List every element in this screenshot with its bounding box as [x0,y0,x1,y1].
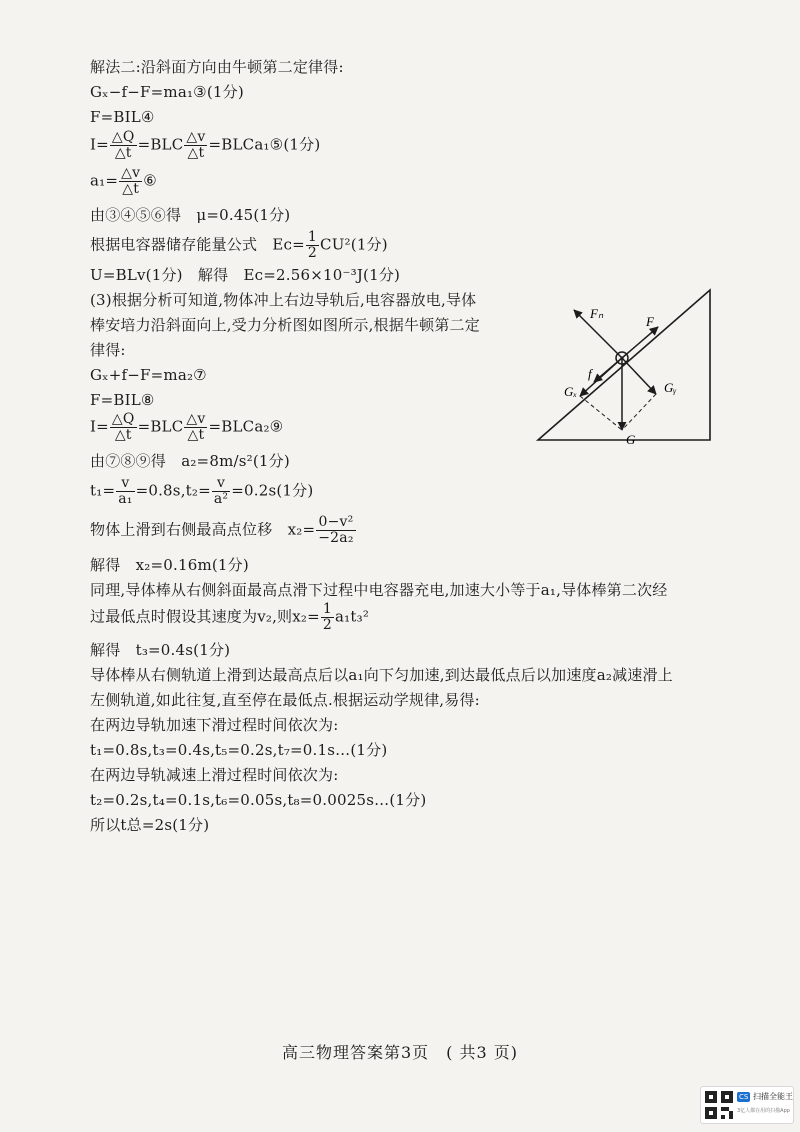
fraction [321,602,334,633]
eq-text: 根据电容器储存能量公式 Eᴄ= [90,235,305,254]
numerator: △v [121,165,141,181]
gy-label: Gᵧ [664,380,677,395]
fraction [116,476,134,507]
fraction [316,515,355,546]
eq-text: t₁= [90,481,116,500]
equation-line: F=BIL④ [90,108,155,126]
equation-line [90,130,320,161]
equation-line [90,476,313,507]
numerator: △v [186,129,206,145]
dashed-guide [580,396,622,430]
equation-line [90,166,157,197]
equation-line: F=BIL⑧ [90,391,155,409]
numerator: 1 [307,229,318,245]
scanner-badge: CS [739,1093,749,1101]
eq-text: a₁= [90,171,119,190]
eq-text: I= [90,135,109,154]
numerator: 1 [322,601,333,617]
numerator: △Q [111,129,135,145]
fraction [184,130,207,161]
fn-label: Fₙ [590,306,604,321]
denominator: a₁ [118,491,133,507]
eq-text: 过最低点时假设其速度为v₂,则x₂= [90,607,320,626]
fraction [110,412,137,443]
denominator: △t [114,427,132,443]
equation-line [90,230,388,261]
scanner-app-name: 扫描全能王 [753,1092,793,1101]
text-line: 棒安培力沿斜面向上,受力分析图如图所示,根据牛顿第二定 [90,316,480,334]
eq-text: =BLCa₁⑤(1分) [208,135,321,154]
denominator: 2 [322,617,333,633]
text-line: (3)根据分析可知道,物体冲上右边导轨后,电容器放电,导体 [90,291,477,309]
equation-line [90,515,357,546]
fraction [212,476,230,507]
ampere-force-arrow [622,327,658,358]
eq-text: I= [90,417,109,436]
equation-line: 所以t总=2s(1分) [90,816,210,834]
text-line: 解法二:沿斜面方向由牛顿第二定律得: [90,58,344,76]
numerator: v [212,476,230,492]
dashed-guide [622,394,656,430]
text-line: 在两边导轨减速上滑过程时间依次为: [90,766,339,784]
denominator: a² [213,491,229,507]
eq-text: =BLCa₂⑨ [208,417,284,436]
fraction [110,130,137,161]
numerator: 0−v² [316,515,355,531]
equation-line: t₂=0.2s,t₄=0.1s,t₆=0.05s,t₈=0.0025s…(1分) [90,791,427,809]
equation-line: Gₓ+f−F=ma₂⑦ [90,366,207,384]
eq-text: ⑥ [143,171,157,190]
gx-arrow [580,358,622,396]
force-diagram [530,280,720,450]
eq-text: =BLC [137,135,184,154]
denominator: △t [122,181,140,197]
denominator: −2a₂ [318,530,354,546]
scanner-tagline: 3亿人都在用的扫描App [737,1108,790,1114]
eq-text: a₁t₃² [335,607,370,626]
equation-line: Gₓ−f−F=ma₁③(1分) [90,83,244,101]
eq-text: =0.8s,t₂= [135,481,211,500]
fraction [184,412,207,443]
text-line: 在两边导轨加速下滑过程时间依次为: [90,716,339,734]
equation-line [90,412,283,443]
text-line: 解得 t₃=0.4s(1分) [90,641,231,659]
numerator: v [116,476,134,492]
numerator: △Q [111,411,135,427]
numerator: △v [186,411,206,427]
f-label: F [646,314,654,329]
page-footer: 高三物理答案第3页 ( 共3 页) [281,1043,519,1062]
qr-code-icon [705,1091,733,1119]
denominator: △t [187,427,205,443]
eq-text: CU²(1分) [320,235,388,254]
eq-text: 物体上滑到右侧最高点位移 x₂= [90,520,316,539]
gy-arrow [622,358,656,394]
text-line: 解得 x₂=0.16m(1分) [90,556,249,574]
text-line: 左侧轨道,如此往复,直至停在最低点.根据运动学规律,易得: [90,691,480,709]
gx-label: Gₓ [564,384,578,399]
equation-line: U=BLv(1分) 解得 Eᴄ=2.56×10⁻³J(1分) [90,266,401,284]
denominator: △t [187,145,205,161]
denominator: △t [114,145,132,161]
eq-text: =BLC [137,417,184,436]
text-line: 由③④⑤⑥得 μ=0.45(1分) [90,206,291,224]
fraction [306,230,319,261]
equation-line [90,602,369,633]
text-line: 同理,导体棒从右侧斜面最高点滑下过程中电容器充电,加速大小等于a₁,导体棒第二次经 [90,581,668,599]
equation-line: 由⑦⑧⑨得 a₂=8m/s²(1分) [90,452,290,470]
eq-text: =0.2s(1分) [231,481,314,500]
friction-label: f [588,366,592,381]
incline-triangle [538,290,710,440]
equation-line: t₁=0.8s,t₃=0.4s,t₅=0.2s,t₇=0.1s…(1分) [90,741,388,759]
text-line: 律得: [90,341,126,359]
denominator: 2 [307,245,318,261]
g-label: G [626,432,636,447]
fraction [119,166,142,197]
scanner-watermark [700,1086,794,1124]
text-line: 导体棒从右侧轨道上滑到达最高点后以a₁向下匀加速,到达最低点后以加速度a₂减速滑上 [90,666,673,684]
